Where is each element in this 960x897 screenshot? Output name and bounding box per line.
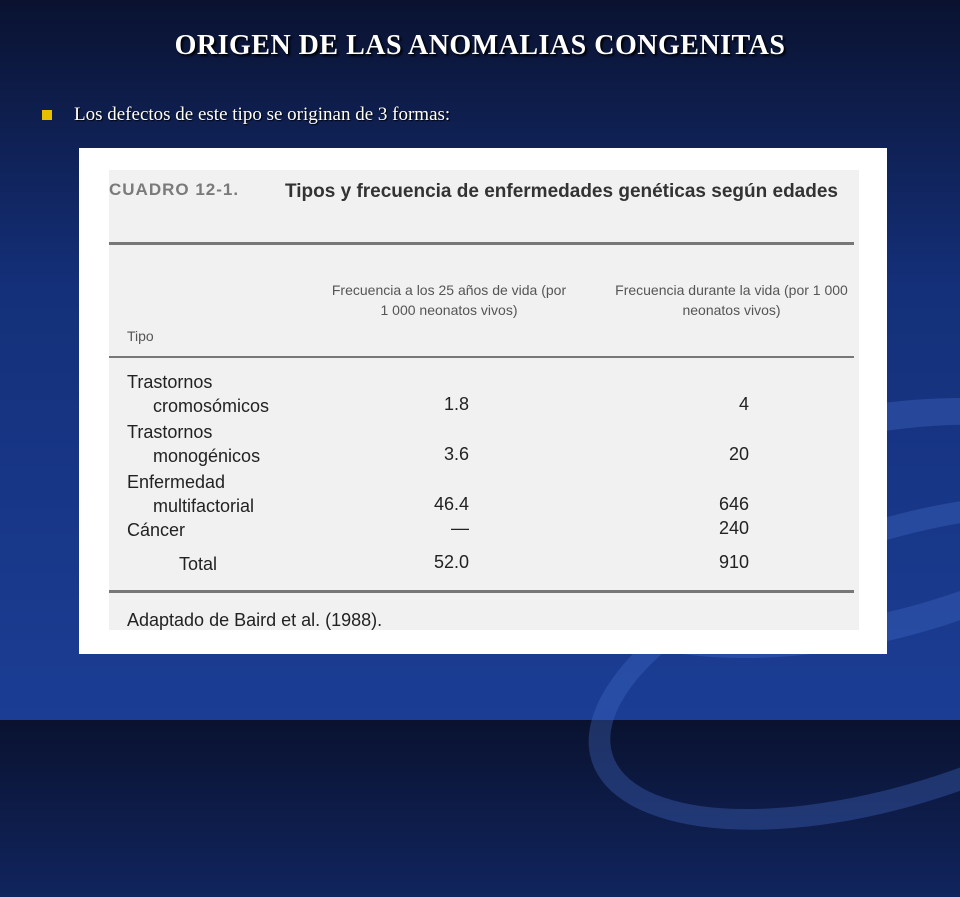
column-header-lifetime: Frecuencia durante la vida (por 1 000 neonatos vivos) xyxy=(615,282,848,318)
genetic-disease-table xyxy=(109,170,859,630)
slide-title: ORIGEN DE LAS ANOMALIAS CONGENITAS xyxy=(174,30,786,61)
row-label-line: cromosómicos xyxy=(153,396,270,416)
row-label-line: Enfermedad xyxy=(127,472,226,492)
table-cell-life: 240 xyxy=(718,518,749,538)
row-label-line: multifactorial xyxy=(153,496,255,516)
table-bottom-rule xyxy=(109,590,854,593)
table-cell-25: 52.0 xyxy=(433,552,469,572)
square-bullet-icon xyxy=(42,110,52,120)
table-row-label xyxy=(127,370,269,418)
table-cell-life: 4 xyxy=(738,394,749,414)
table-cell-life: 646 xyxy=(718,494,749,514)
column-header-type: Tipo xyxy=(127,328,154,344)
table-cell-life: 20 xyxy=(728,444,749,464)
table-row-label xyxy=(127,518,185,542)
header-rule xyxy=(109,356,854,358)
table-cell-25: 3.6 xyxy=(443,444,469,464)
table-cell-25: 1.8 xyxy=(443,394,469,414)
row-label-line: Cáncer xyxy=(127,520,186,540)
bullet-item xyxy=(42,104,450,126)
row-label-line: Trastornos xyxy=(127,372,213,392)
column-header-25-years: Frecuencia a los 25 años de vida (por 1 000 neonatos vivos) xyxy=(331,282,567,318)
table-caption-label: CUADRO 12-1. xyxy=(109,180,240,199)
row-label-line: Trastornos xyxy=(127,422,213,442)
table-row-label xyxy=(127,470,254,518)
table-source-note: Adaptado de Baird et al. (1988). xyxy=(127,610,383,630)
table-cell-25: — xyxy=(451,518,469,538)
table-row-label xyxy=(127,420,260,468)
row-label-line: Total xyxy=(179,554,218,574)
bullet-text: Los defectos de este tipo se originan de 3 formas: xyxy=(74,104,451,125)
table-image xyxy=(79,148,887,654)
table-row-label-total xyxy=(127,552,217,576)
table-cell-life: 910 xyxy=(718,552,749,572)
table-cell-25: 46.4 xyxy=(433,494,469,514)
row-label-line: monogénicos xyxy=(153,446,261,466)
table-top-rule xyxy=(109,242,854,245)
table-caption-title: Tipos y frecuencia de enfermedades genéticas según edades xyxy=(285,181,838,202)
